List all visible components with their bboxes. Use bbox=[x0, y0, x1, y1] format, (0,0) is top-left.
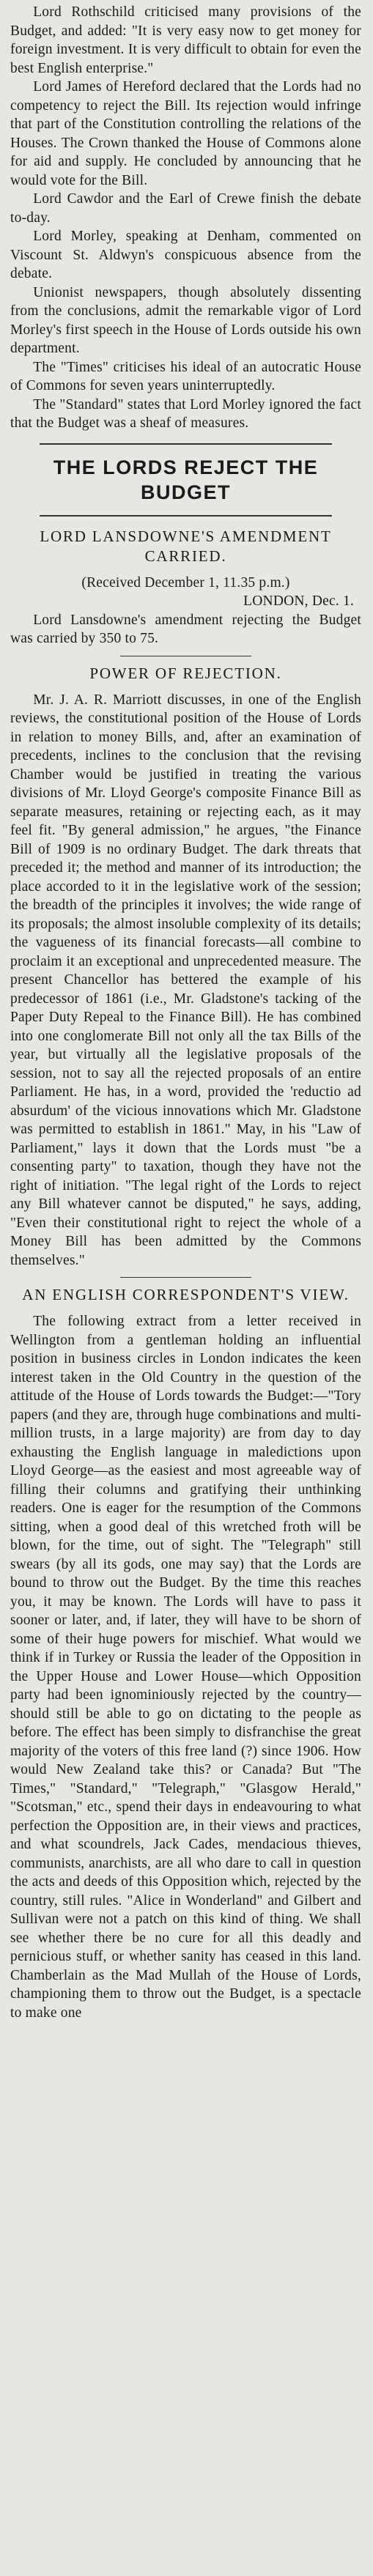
amendment-section bbox=[10, 527, 361, 648]
rejection-headline: POWER OF REJECTION. bbox=[89, 664, 282, 682]
correspondent-body: The following extract from a letter received in Wellington from a gentleman holding an influential position in business circles in London indicates the keen interest taken in the Old Country in the question of the attitude of the House of Lords towards the Budget:—"Tory papers (and they are, through huge combinations and multi-million trusts, in a large majority) are from day to day exhausting the English language in maledictions upon Lloyd George—as the easiest and most agreeable way of filling their columns and gratifying their unthinking readers. One is eager for the resumption of the Commons sitting, when a good deal of this wretched froth will be blown, for the time, out of sight. The "Telegraph" still swears (by all its gods, one may say) that the Lords are bound to throw out the Budget. By the time this reaches you, it may be known. The Lords will have to pass it sooner or later, and, if later, they will have to be shorn of some of their huge powers for mischief. What would we think if in Turkey or Russia the leader of the Opposition in the Upper House and Lower House—which Opposition party had been ignominiously rejected by the country—should still be able to go on dictating to the people as before. The effect has been simply to disfranchise the great majority of the voters of this free land (?) since 1906. How would New Zealand take this? or Canada? But "The Times," "Standard," "Telegraph," "Glasgow Herald," "Scotsman," etc., spend their days in endeavouring to what perfection the Opposition are, in their views and practices, and what scoundrels, Jack Cades, mendacious thieves, communists, anarchists, are all who dare to call in question the acts and deeds of this Opposition which, rejected by the country, still rules. "Alice in Wonderland" and Gilbert and Sullivan were not a patch on this kind of thing. We shall see whether there be no cure for all this deadly and pernicious stuff, or whether sanity has ceased in this land. Chamberlain as the Mad Mullah of the House of Lords, championing them to throw out the Budget, is a spectacle to make one bbox=[10, 1314, 361, 2021]
intro-section bbox=[10, 3, 361, 433]
paragraph-rothschild: Lord Rothschild criticised many provisions of the Budget, and added: "It is very easy now to get money for foreign investment. It is very difficult to obtain for even the best English enterprise." bbox=[10, 4, 361, 76]
banner-headline: THE LORDS REJECT THE BUDGET bbox=[53, 456, 319, 503]
short-divider bbox=[120, 1277, 251, 1278]
received-dateline: (Received December 1, 11.35 p.m.) bbox=[81, 574, 290, 591]
paragraph-morley-denham: Lord Morley, speaking at Denham, commented on Viscount St. Aldwyn's conspicuous absence from the debate. bbox=[10, 229, 361, 281]
section-divider bbox=[40, 443, 332, 445]
correspondent-section bbox=[10, 1285, 361, 2022]
paragraph-cawdor-crewe: Lord Cawdor and the Earl of Crewe finish the debate to-day. bbox=[10, 191, 361, 226]
place-dateline: LONDON, Dec. 1. bbox=[243, 593, 354, 609]
paragraph-unionist-newspapers: Unionist newspapers, though absolutely dissenting from the conclusions, admit the remarkable vigor of Lord Morley's first speech in the House of Lords outside his own department. bbox=[10, 284, 361, 356]
amendment-body: Lord Lansdowne's amendment rejecting the Budget was carried by 350 to 75. bbox=[10, 612, 361, 646]
banner-divider bbox=[40, 515, 332, 517]
paragraph-james-of-hereford: Lord James of Hereford declared that the Lords had no competency to reject the Bill. Its rejection would infringe that part of the Constitution controlling the relations of the Houses. The Crown thanked the House of Commons alone for aid and supply. He concluded by announcing that he would vote for the Bill. bbox=[10, 79, 361, 188]
rejection-section bbox=[10, 664, 361, 1270]
paragraph-standard: The "Standard" states that Lord Morley ignored the fact that the Budget was a sheaf of measures. bbox=[10, 396, 361, 431]
correspondent-headline: AN ENGLISH CORRESPONDENT'S VIEW. bbox=[22, 1286, 350, 1303]
rejection-body: Mr. J. A. R. Marriott discusses, in one of the English reviews, the constitutional position of the House of Lords in relation to money Bills, and, after an examination of precedents, inclines to the conclusion that the revising Chamber would be justified in treating the various divisions of Mr. Lloyd George's composite Finance Bill as separate measures, retaining or rejecting each, as it may feel fit. "By general admission," he argues, "the Finance Bill of 1909 is no ordinary Budget. The dark threats that preceded it; the method and manner of its introduction; the place accorded to it in the legislative work of the session; the breadth of the principles it involves; the wide range of its proposals; the almost insoluble complexity of its details; the vagueness of its financial forecasts—all combine to proclaim it an exceptional and unprecedented measure. The present Chancellor has bettered the example of his predecessor of 1861 (i.e., Mr. Gladstone's tacking of the Paper Duty Repeal to the Finance Bill). He has combined into one conglomerate Bill not only all the tax Bills of the year, but virtually all the legislative proposals of the session, not to say all the rejected proposals of an entire Parliament. He has, in a word, provided the 'reductio ad absurdum' of the vicious innovations which Mr. Gladstone was permitted to establish in 1861." May, in his "Law of Parliament," lays it down that the Lords must "be a consenting party" to taxation, though they have not the right of initiation. "The legal right of the Lords to reject any Bill whatever cannot be disputed," he says, adding, "Even their constitutional right to reject the whole of a Money Bill has been admitted by the Commons themselves." bbox=[10, 692, 361, 1268]
amendment-headline: LORD LANSDOWNE'S AMENDMENT CARRIED. bbox=[40, 527, 332, 565]
paragraph-times: The "Times" criticises his ideal of an autocratic House of Commons for seven years uninterruptedly. bbox=[10, 359, 361, 393]
